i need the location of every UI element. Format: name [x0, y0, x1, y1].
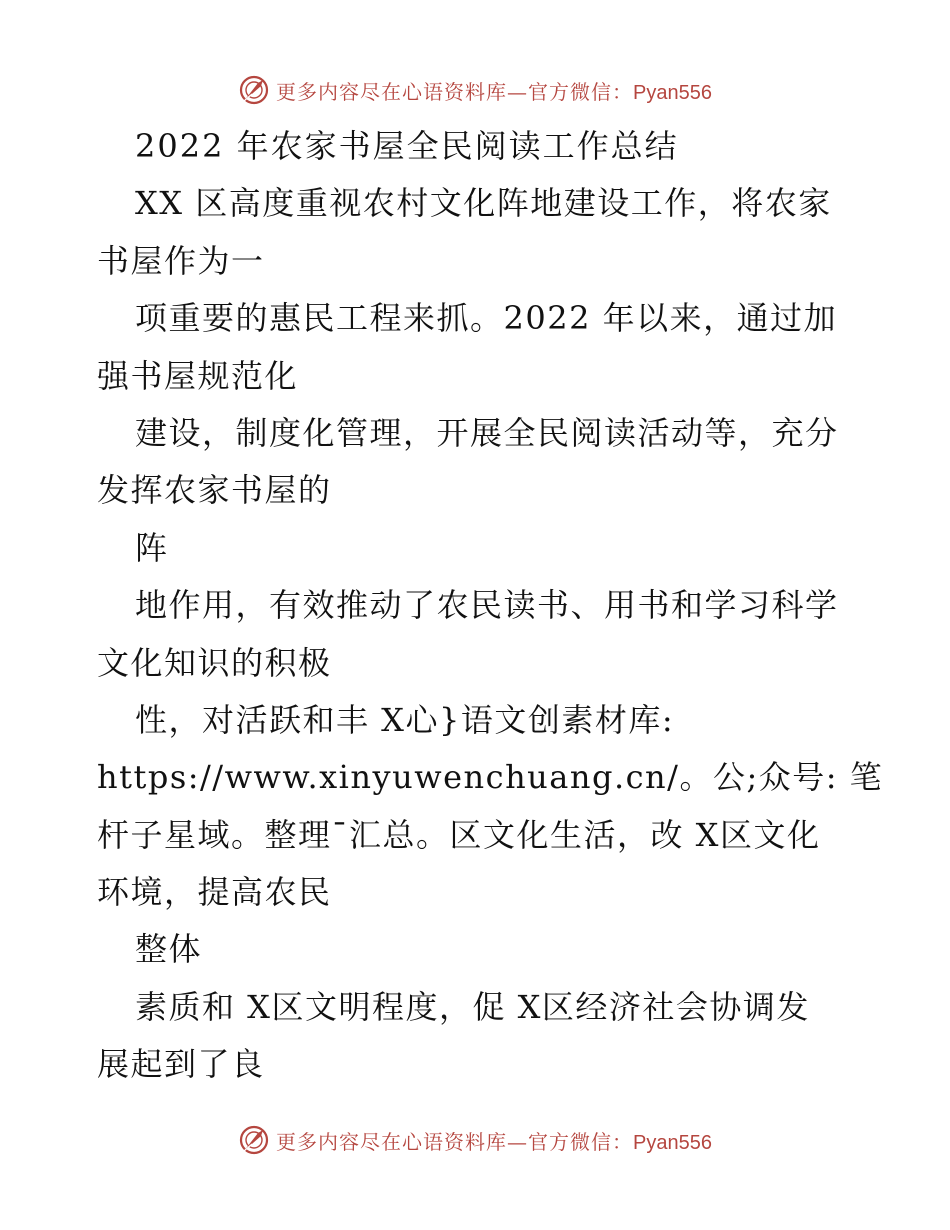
paragraph-line: 发挥农家书屋的 — [97, 471, 332, 510]
paragraph-line: 强书屋规范化 — [97, 356, 299, 395]
watermark-handle: Pyan556 — [633, 1131, 712, 1154]
paragraph-line: XX 区高度重视农村文化阵地建设工作，将农家 — [135, 184, 832, 223]
paragraph-line: 杆子星域。整理¯汇总。区文化生活，改 X区文化 — [97, 815, 821, 854]
paragraph-line: 文化知识的积极 — [97, 643, 332, 682]
quill-pen-logo-icon — [238, 74, 270, 106]
watermark-label: 更多内容尽在心语资料库—官方微信： — [276, 79, 634, 104]
header-watermark — [0, 70, 950, 110]
footer-watermark — [0, 1120, 950, 1160]
paragraph-line: 书屋作为一 — [97, 241, 265, 280]
paragraph-line: 项重要的惠民工程来抓。2022 年以来，通过加 — [135, 299, 838, 338]
paragraph-line: 性，对活跃和丰 X心}语文创素材库: — [135, 700, 675, 739]
paragraph-line: 地作用，有效推动了农民读书、用书和学习科学 — [135, 586, 839, 625]
watermark-label: 更多内容尽在心语资料库—官方微信： — [276, 1129, 634, 1154]
watermark-handle: Pyan556 — [633, 81, 712, 104]
watermark-text — [276, 1126, 712, 1155]
paragraph-line: 阵 — [135, 528, 169, 567]
document-title: 2022 年农家书屋全民阅读工作总结 — [135, 127, 679, 165]
paragraph-line: https://www.xinyuwenchuang.cn/。公;众号: 笔 — [97, 758, 884, 797]
quill-pen-logo-icon — [238, 1124, 270, 1156]
paragraph-line: 环境，提高农民 — [97, 873, 332, 912]
watermark-text — [276, 76, 712, 105]
paragraph-line: 展起到了良 — [97, 1045, 265, 1084]
paragraph-line: 建设，制度化管理，开展全民阅读活动等，充分 — [135, 413, 839, 452]
document-body — [97, 118, 884, 1094]
paragraph-line: 整体 — [135, 930, 203, 969]
paragraph-line: 素质和 X区文明程度，促 X区经济社会协调发 — [135, 987, 810, 1026]
